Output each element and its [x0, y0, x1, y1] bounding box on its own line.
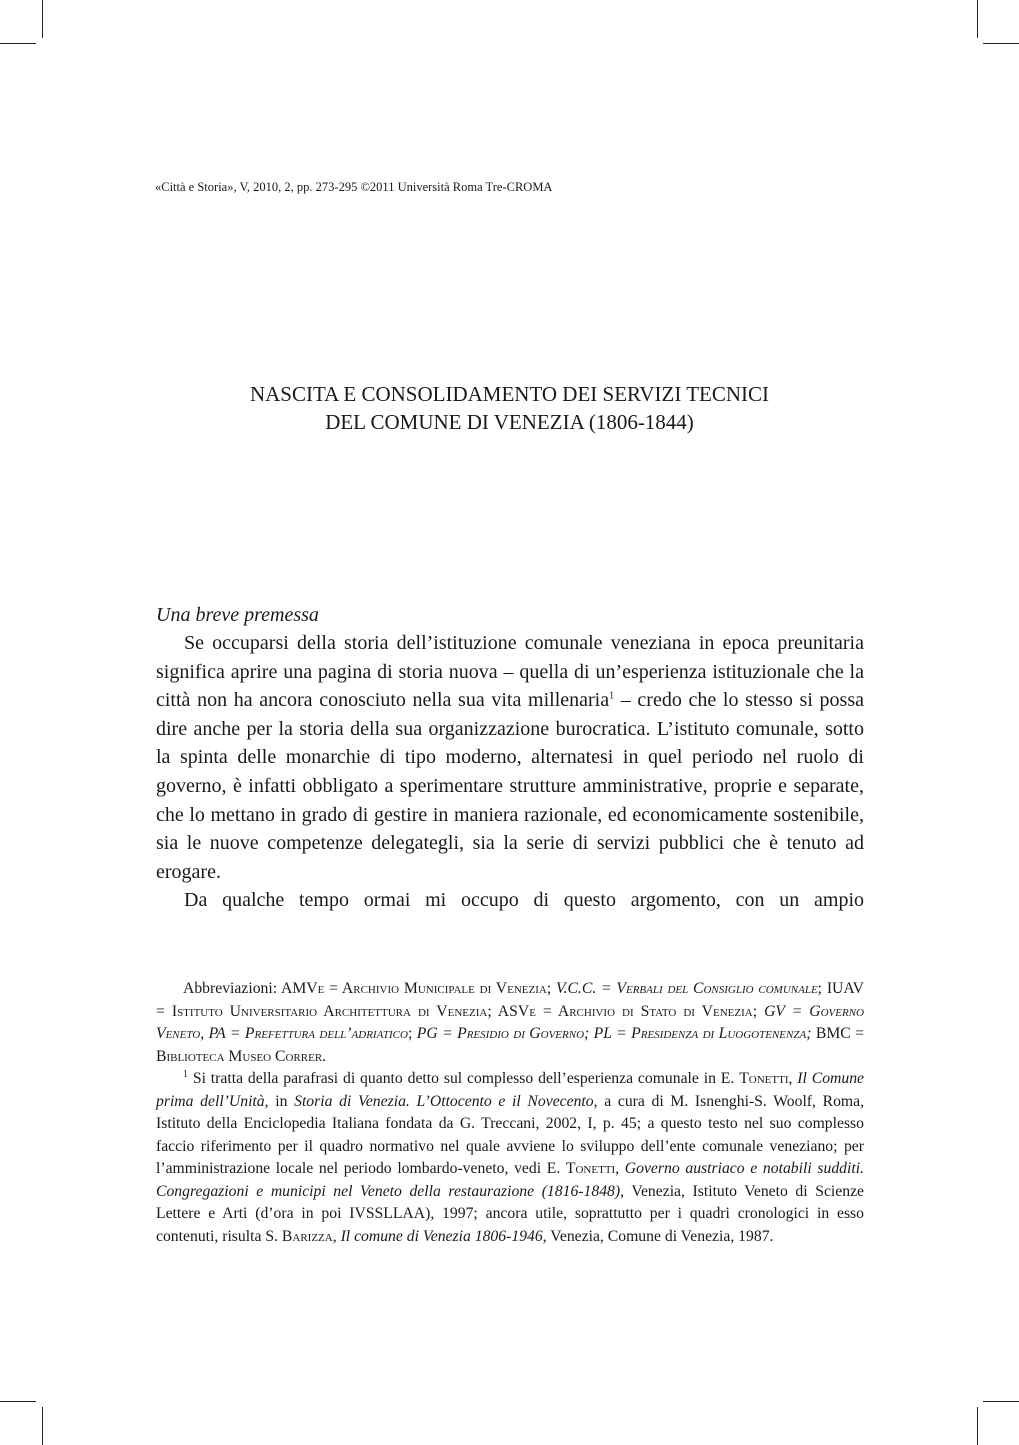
title-line: DEL COMUNE DI VENEZIA (1806-1844) — [325, 410, 694, 434]
crop-mark — [42, 1407, 43, 1445]
section-heading: Una breve premessa — [156, 604, 319, 626]
crop-mark — [977, 1407, 978, 1445]
article-title — [0, 380, 1019, 436]
crop-mark — [983, 1401, 1019, 1402]
footnote-ref[interactable]: 1 — [609, 690, 615, 702]
crop-mark — [977, 0, 978, 38]
crop-mark — [983, 43, 1019, 44]
journal-citation: «Città e Storia», V, 2010, 2, pp. 273-295 ©2011 Università Roma Tre-CROMA — [155, 180, 553, 194]
abbreviations-note: Abbreviazioni: AMVe = Archivio Municipale di Venezia; V.C.C. = Verbali del Consiglio comunale; IUAV = Istituto Universitario Architettura di Venezia; ASVe = Archivio di Stato di Venezia; GV = Governo Veneto, PA = Prefettura dell’adriatico; PG = Presidio di Governo; PL = Presidenza di Luogotenenza; BMC = Biblioteca Museo Correr. — [156, 980, 865, 1065]
title-line: NASCITA E CONSOLIDAMENTO DEI SERVIZI TECNICI — [249, 382, 770, 406]
body-text — [156, 629, 864, 915]
paragraph: Da qualche tempo ormai mi occupo di questo argomento, con un ampio — [184, 889, 864, 912]
footnote-1: $^1$ Si tratta della parafrasi di quanto detto sul complesso dell’esperienza comunale in E. Tonetti, Il Comune prima dell’Unità, in Storia di Venezia. L’Ottocento e il Novecento, a cura di M. Isnenghi-S. Woolf, Roma, Istituto della Enciclopedia Italiana fondata da G. Treccani, 2002, I, p. 45; a questo testo nel suo complesso faccio riferimento per il quadro normativo nel quale avviene lo sviluppo dell’ente comunale veneziano; per l’amministrazione locale nel periodo lombardo-veneto, vedi E. Tonetti, Governo austriaco e notabili sudditi. Congregazioni e municipi nel Veneto della restaurazione (1816-1848), Venezia, Istituto Veneto di Scienze Lettere e Arti (d’ora in poi IVSSLLAA), 1997; ancora utile, soprattutto per i quadri cronologici in esso contenuti, risulta S. Barizza, Il comune di Venezia 1806-1946, Venezia, Comune di Venezia, 1987. — [156, 1068, 865, 1245]
crop-mark — [0, 43, 36, 44]
footnotes — [156, 978, 864, 1248]
paragraph: Se occuparsi della storia dell’istituzione comunale veneziana in epoca preunitaria significa aprire una pagina di storia nuova – quella di un’esperienza istituzionale che la città non ha ancora conosciuto nella sua vita millenaria$^1$ – credo che lo stesso si possa dire anche per la storia della sua organizzazione burocratica. L’istituto comunale, sotto la spinta delle monarchie di tipo moderno, alternatesi in quel periodo nel ruolo di governo, è infatti obbligato a sperimentare strutture amministrative, proprie e separate, che lo mettano in grado di gestire in maniera razionale, ed economicamente sostenibile, sia le nuove competenze delegategli, sia la serie di servizi pubblici che è tenuto ad erogare. — [156, 632, 864, 883]
footnote-number: 1 — [183, 1068, 188, 1080]
crop-mark — [42, 0, 43, 38]
crop-mark — [0, 1401, 36, 1402]
